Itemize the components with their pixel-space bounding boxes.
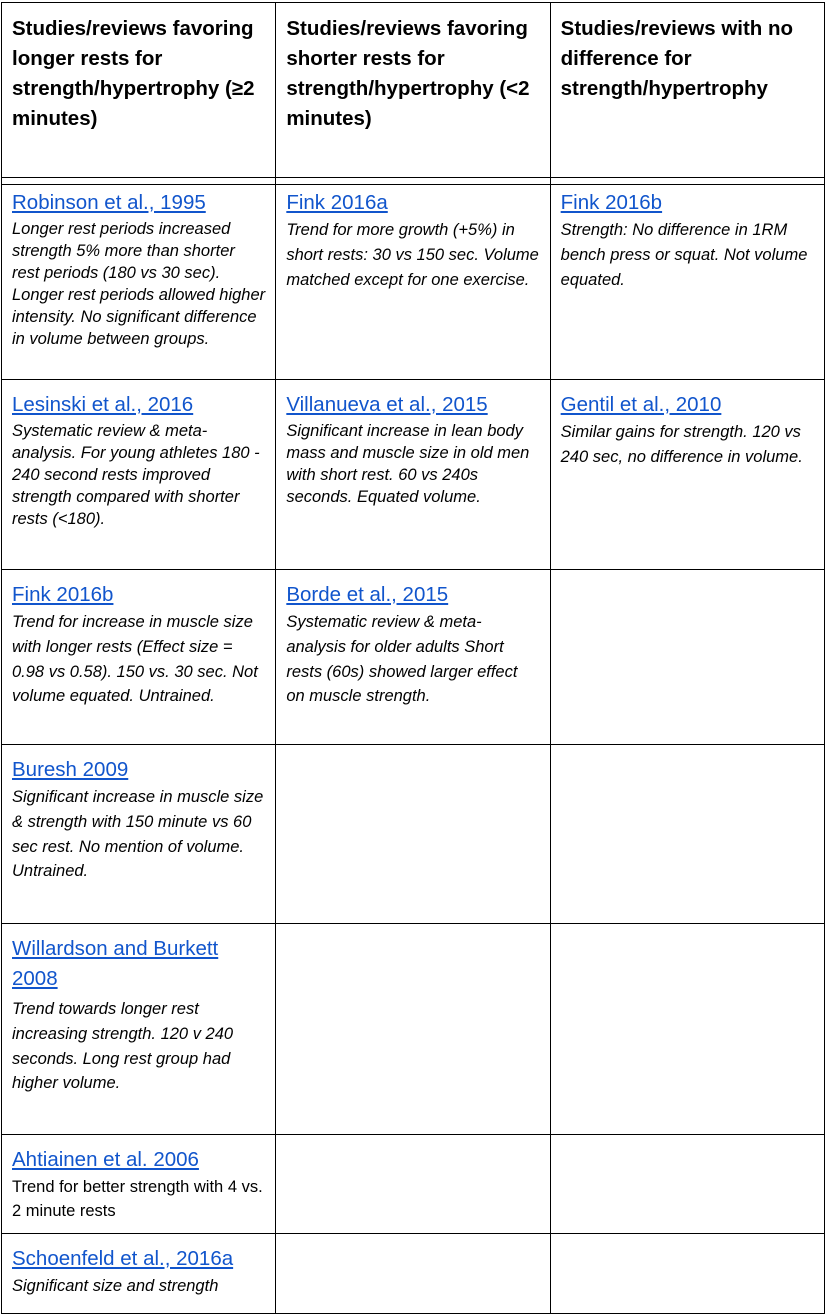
study-summary: Systematic review & meta-analysis for older adults Short rests (60s) showed larger effect on muscle strength. xyxy=(286,613,518,706)
header-shorter-rests: Studies/reviews favoring shorter rests for strength/hypertrophy (<2 minutes) xyxy=(276,3,550,185)
study-link[interactable]: Robinson et al., 1995 xyxy=(12,191,206,214)
study-summary: Longer rest periods increased strength 5% more than shorter rest periods (180 vs 30 sec). Longer rest periods allowed higher intensity. No significant difference in volume between groups. xyxy=(12,220,266,348)
study-link[interactable]: Borde et al., 2015 xyxy=(286,583,449,606)
study-link[interactable]: Fink 2016b xyxy=(560,191,663,214)
header-no-difference: Studies/reviews with no difference for strength/hypertrophy xyxy=(550,3,824,185)
table-cell-empty xyxy=(550,745,824,924)
table-cell xyxy=(2,570,276,745)
study-link[interactable]: Schoenfeld et al., 2016a xyxy=(12,1247,234,1270)
header-row xyxy=(2,3,825,185)
table-cell xyxy=(2,1135,276,1234)
table-cell xyxy=(2,178,276,380)
table-cell xyxy=(2,924,276,1135)
study-summary: Trend for more growth (+5%) in short rests: 30 vs 150 sec. Volume matched except for one exercise. xyxy=(286,221,539,289)
study-summary: Trend towards longer rest increasing strength. 120 v 240 seconds. Long rest group had higher volume. xyxy=(12,1000,234,1093)
study-link[interactable]: Gentil et al., 2010 xyxy=(560,393,722,416)
table-cell-empty xyxy=(550,924,824,1135)
study-summary: Trend for better strength with 4 vs. 2 minute rests xyxy=(12,1178,263,1220)
table-row xyxy=(2,178,825,380)
table-cell xyxy=(276,570,550,745)
table-cell xyxy=(550,380,824,570)
table-cell xyxy=(2,380,276,570)
study-summary: Similar gains for strength. 120 vs 240 sec, no difference in volume. xyxy=(560,423,803,466)
study-summary: Significant increase in lean body mass and muscle size in old men with short rest. 60 vs 240s seconds. Equated volume. xyxy=(286,422,530,506)
study-summary: Trend for increase in muscle size with longer rests (Effect size = 0.98 vs 0.58). 150 vs. 30 sec. Not volume equated. Untrained. xyxy=(12,613,258,706)
table-cell xyxy=(276,380,550,570)
study-summary: Strength: No difference in 1RM bench press or squat. Not volume equated. xyxy=(560,221,808,289)
table-cell-empty xyxy=(276,924,550,1135)
study-summary: Significant increase in muscle size & strength with 150 minute vs 60 sec rest. No mention of volume. Untrained. xyxy=(12,788,264,881)
study-link[interactable]: Willardson and Burkett 2008 xyxy=(12,937,219,990)
table-row xyxy=(2,924,825,1135)
study-summary: Significant size and strength xyxy=(12,1277,219,1295)
study-link[interactable]: Lesinski et al., 2016 xyxy=(12,393,194,416)
table-cell-empty xyxy=(276,745,550,924)
study-link[interactable]: Ahtiainen et al. 2006 xyxy=(12,1148,199,1171)
table-row xyxy=(2,570,825,745)
table-row xyxy=(2,380,825,570)
header-longer-rests: Studies/reviews favoring longer rests for strength/hypertrophy (≥2 minutes) xyxy=(2,3,276,185)
table-cell xyxy=(276,178,550,380)
study-summary: Systematic review & meta-analysis. For young athletes 180 - 240 second rests improved strength compared with shorter rests (<180). xyxy=(12,422,260,528)
table-row xyxy=(2,1135,825,1234)
table-cell xyxy=(2,745,276,924)
table-cell-empty xyxy=(550,570,824,745)
study-link[interactable]: Villanueva et al., 2015 xyxy=(286,393,488,416)
study-link[interactable]: Buresh 2009 xyxy=(12,758,129,781)
study-link[interactable]: Fink 2016b xyxy=(12,583,114,606)
study-link[interactable]: Fink 2016a xyxy=(286,191,388,214)
table-row xyxy=(2,745,825,924)
header-table xyxy=(1,2,825,185)
studies-table xyxy=(1,177,825,1314)
table-cell-empty xyxy=(550,1135,824,1234)
table-cell-empty xyxy=(276,1135,550,1234)
table-cell xyxy=(550,178,824,380)
